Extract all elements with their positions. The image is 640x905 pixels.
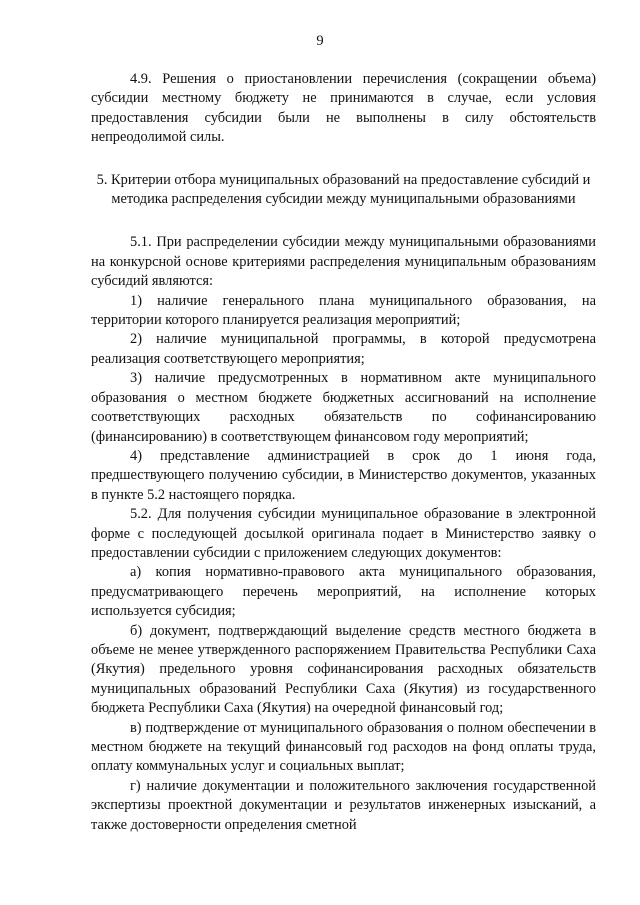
page-number: 9 [316, 33, 324, 49]
list-item-4: 4) представление администрацией в срок до 1 июня года, предшествующего получению субсидии, в Министерство документов, указанных в пункте 5.2 настоящего порядка. [91, 447, 596, 503]
list-item-a: а) копия нормативно-правового акта муниципального образования, предусматривающего перечень мероприятий, на исполнение которых используется субсидия; [91, 564, 596, 620]
paragraph-5-2: 5.2. Для получения субсидии муниципальное образование в электронной форме с последующей досылкой оригинала подает в Министерство заявку о предоставлении субсидии с приложением следующих документов: [91, 506, 596, 561]
list-item-g: г) наличие документации и положительного заключения государственной экспертизы проектной документации и результатов инженерных изысканий, а также достоверности определения сметной [91, 777, 596, 833]
list-item-3: 3) наличие предусмотренных в нормативном акте муниципального образования о местном бюджете бюджетных ассигнований на исполнение соответствующих расходных обязательств по софинансированию (финансированию) в соответствующем финансовом году мероприятий; [91, 370, 596, 445]
section-heading: 5. Критерии отбора муниципальных образований на предоставление субсидий и методика распределения субсидии между муниципальными образованиями [96, 171, 591, 208]
paragraph-5-1: 5.1. При распределении субсидии между муниципальными образованиями на конкурсной основе критериями распределения муниципальным образованиям субсидий являются: [91, 234, 596, 290]
list-item-2: 2) наличие муниципальной программы, в которой предусмотрена реализация соответствующего мероприятия; [91, 331, 596, 367]
paragraph-4-9: 4.9. Решения о приостановлении перечисления (сокращении объема) субсидии местному бюджету не принимаются в случае, если условия предоставления субсидии были не выполнены в силу обстоятельств непреодолимой силы. [91, 71, 596, 146]
list-item-b: б) документ, подтверждающий выделение средств местного бюджета в объеме не менее утвержденного распоряжением Правительства Республики Саха (Якутия) предельного уровня софинансирования расходных обязательств муниципальных образований Республики Саха (Якутия) из государственного бюджета Республики Саха (Якутия) на очередной финансовый год; [91, 622, 596, 717]
list-item-v: в) подтверждение от муниципального образования о полном обеспечении в местном бюджете на текущий финансовый год расходов на фонд оплаты труда, оплату коммунальных услуг и социальных выплат; [91, 719, 596, 775]
spacer [91, 209, 596, 233]
document-body [91, 70, 596, 835]
list-item-1: 1) наличие генерального плана муниципального образования, на территории которого планируется реализация мероприятий; [91, 292, 596, 329]
